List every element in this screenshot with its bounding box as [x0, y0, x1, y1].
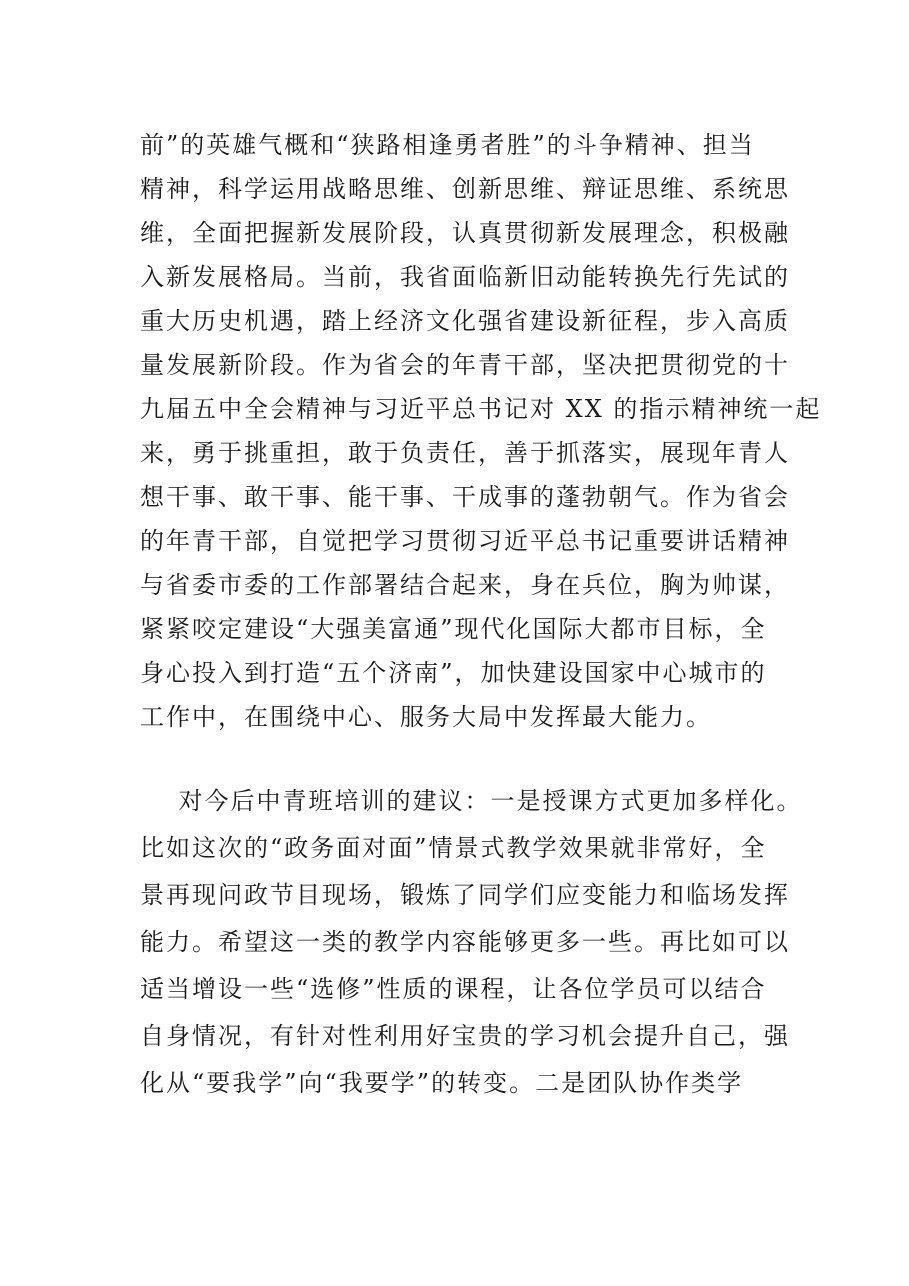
- text-line: 重大历史机遇，踏上经济文化强省建设新征程，步入高质: [140, 307, 790, 335]
- text-line: 能力。希望这一类的教学内容能够更多一些。再比如可以: [140, 928, 790, 956]
- text-line: 化从“要我学”向“我要学”的转变。二是团队协作类学: [140, 1069, 744, 1097]
- text-line: 与省委市委的工作部署结合起来，身在兵位，胸为帅谋，: [140, 571, 790, 599]
- text-line: 景再现问政节目现场，锻炼了同学们应变能力和临场发挥: [140, 881, 790, 909]
- text-line: 自身情况，有针对性利用好宝贵的学习机会提升自己，强: [140, 1022, 790, 1050]
- text-line: 前”的英雄气概和“狭路相逢勇者胜”的斗争精神、担当: [140, 131, 755, 159]
- text-line: 九届五中全会精神与习近平总书记对 XX 的指示精神统一起: [140, 395, 822, 423]
- text-line: 想干事、敢干事、能干事、干成事的蓬勃朝气。作为省会: [140, 483, 790, 511]
- text-line: 量发展新阶段。作为省会的年青干部，坚决把贯彻党的十: [140, 351, 790, 379]
- text-line: 紧紧咬定建设“大强美富通”现代化国际大都市目标，全: [140, 615, 767, 643]
- text-line: 适当增设一些“选修”性质的课程，让各位学员可以结合: [140, 975, 767, 1003]
- text-line: 比如这次的“政务面对面”情景式教学效果就非常好，全: [140, 834, 767, 862]
- text-line: 入新发展格局。当前，我省面临新旧动能转换先行先试的: [140, 263, 790, 291]
- text-line: 的年青干部，自觉把学习贯彻习近平总书记重要讲话精神: [140, 527, 790, 555]
- text-line: 来，勇于挑重担，敢于负责任，善于抓落实，展现年青人: [140, 439, 790, 467]
- text-line: 身心投入到打造“五个济南”，加快建设国家中心城市的: [140, 659, 767, 687]
- text-line: 维，全面把握新发展阶段，认真贯彻新发展理念，积极融: [140, 219, 790, 247]
- text-line: 精神，科学运用战略思维、创新思维、辩证思维、系统思: [140, 175, 790, 203]
- text-line: 工作中，在围绕中心、服务大局中发挥最大能力。: [140, 703, 712, 731]
- text-line: 对今后中青班培训的建议：一是授课方式更加多样化。: [140, 787, 803, 815]
